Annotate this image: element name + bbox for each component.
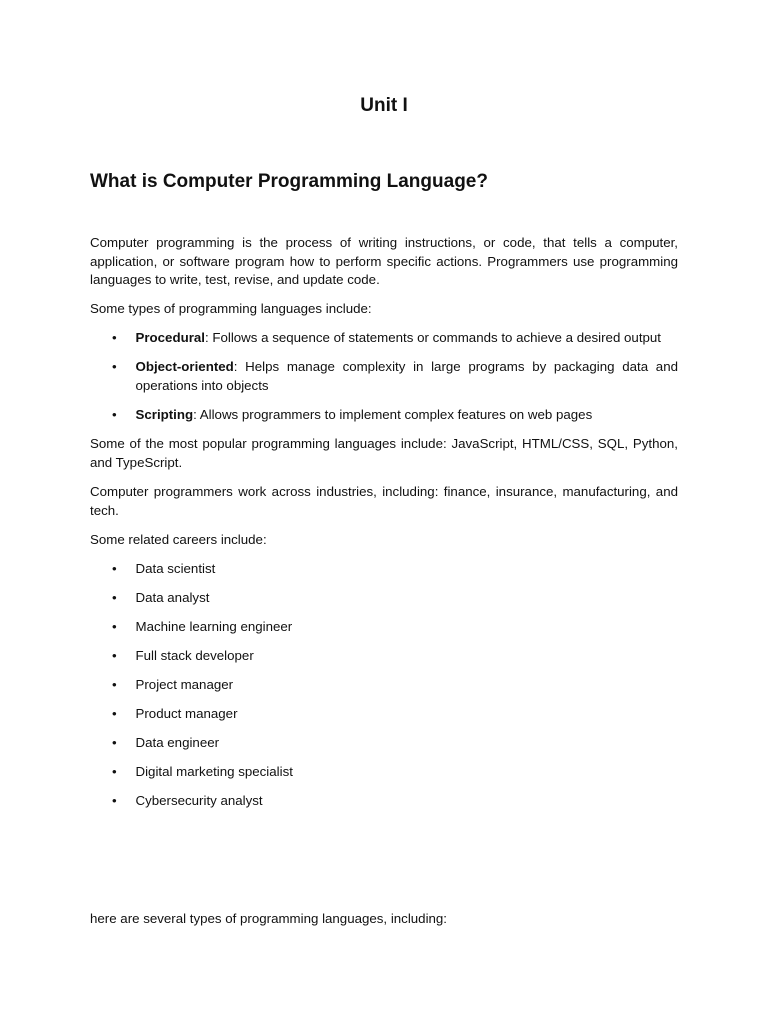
bullet-icon: • [112, 618, 117, 634]
career-label: Digital marketing specialist [135, 764, 293, 780]
bullet-icon: • [112, 589, 117, 605]
bullet-icon: • [112, 648, 117, 663]
industries-paragraph: Computer programmers work across industries, including: finance, insurance, manufacturing, and tech. [90, 483, 678, 518]
career-label: Machine learning engineer [135, 618, 293, 634]
trailing-paragraph: here are several types of programming languages, including: [90, 911, 448, 926]
intro-paragraph: Computer programming is the process of writing instructions, or code, that tells a computer, application, or software program how to perform specific actions. Programmers use programming languages to write, test, revise, and update code. [90, 235, 678, 288]
bullet-icon: • [112, 764, 117, 780]
type-term: Object-oriented [135, 359, 234, 375]
careers-intro: Some related careers include: [90, 531, 267, 547]
bullet-icon: • [112, 735, 117, 751]
list-item [90, 792, 678, 811]
document-body [90, 234, 678, 822]
list-item [90, 589, 678, 608]
list-item [90, 647, 678, 666]
type-term: Scripting [135, 407, 194, 423]
career-label: Data engineer [135, 735, 220, 751]
list-item [90, 705, 678, 724]
type-desc: : Allows programmers to implement complex features on web pages [193, 407, 593, 423]
type-desc: : Helps manage complexity in large programs by packaging data and operations into objects [135, 359, 678, 394]
career-label: Product manager [135, 706, 238, 722]
bullet-icon: • [112, 677, 117, 693]
career-label: Cybersecurity analyst [135, 793, 263, 809]
bullet-icon: • [112, 560, 117, 576]
career-label: Data analyst [135, 589, 210, 605]
type-term: Procedural [135, 330, 205, 346]
bullet-icon: • [112, 330, 117, 346]
bullet-icon: • [112, 407, 117, 423]
popular-languages-paragraph: Some of the most popular programming languages include: JavaScript, HTML/CSS, SQL, Python, and TypeScript. [90, 436, 678, 470]
career-label: Project manager [135, 677, 234, 693]
career-label: Data scientist [135, 560, 216, 576]
list-item [90, 763, 678, 782]
careers-list [90, 560, 678, 811]
list-item [90, 560, 678, 579]
bullet-icon: • [112, 793, 117, 809]
types-intro: Some types of programming languages include: [90, 301, 372, 317]
unit-title: Unit I [360, 95, 408, 116]
list-item [90, 358, 678, 395]
list-item [90, 618, 678, 637]
list-item [90, 734, 678, 753]
types-list [90, 329, 678, 424]
section-heading: What is Computer Programming Language? [90, 171, 488, 192]
list-item [90, 406, 678, 425]
bullet-icon: • [112, 706, 117, 722]
type-desc: : Follows a sequence of statements or commands to achieve a desired output [204, 330, 662, 346]
list-item [90, 676, 678, 695]
list-item [90, 329, 678, 348]
career-label: Full stack developer [135, 648, 254, 663]
bullet-icon: • [112, 359, 117, 375]
